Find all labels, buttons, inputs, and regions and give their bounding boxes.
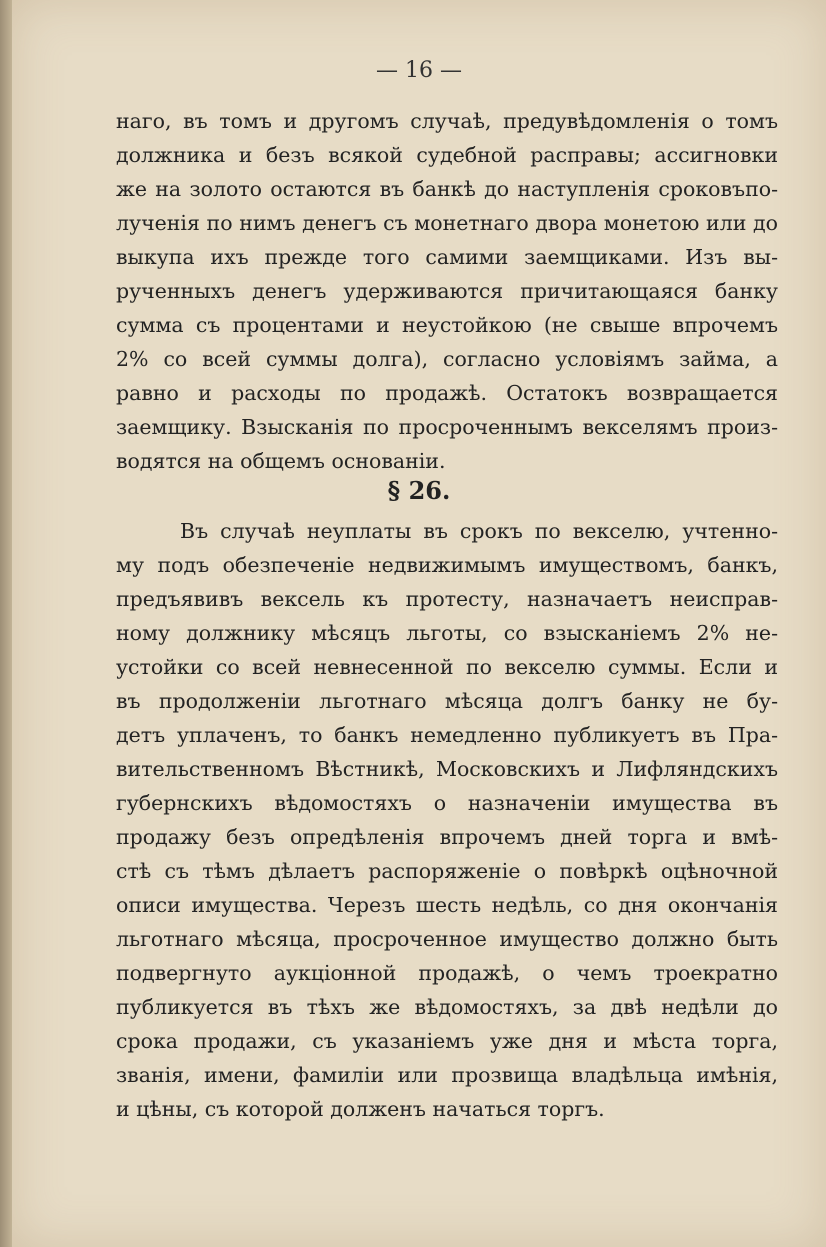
text-line: вительственномъ Вѣстникѣ, Московскихъ и Лифляндскихъ [116, 757, 778, 781]
text-line: ному должнику мѣсяцъ льготы, со взысканіемъ 2% не- [116, 621, 778, 645]
text-line: водятся на общемъ основаніи. [116, 449, 446, 473]
text-line: выкупа ихъ прежде того самими заемщиками. Изъ вы- [116, 245, 778, 269]
text-line: Въ случаѣ неуплаты въ срокъ по векселю, учтенно- [180, 519, 778, 543]
text-line: описи имущества. Черезъ шесть недѣль, со дня окончанія [116, 893, 778, 917]
text-line: детъ уплаченъ, то банкъ немедленно публикуетъ въ Пра- [116, 723, 778, 747]
book-page [12, 0, 826, 1247]
text-line: лученія по нимъ денегъ съ монетнаго двора монетою или до [116, 211, 778, 235]
text-line: и цѣны, съ которой долженъ начаться торгъ. [116, 1097, 605, 1121]
text-line: заемщику. Взысканія по просроченнымъ векселямъ произ- [116, 415, 778, 439]
text-line: наго, въ томъ и другомъ случаѣ, предувѣдомленія о томъ [116, 109, 778, 133]
text-line: же на золото остаются въ банкѣ до наступленія сроковъпо- [116, 177, 778, 201]
text-line: стѣ съ тѣмъ дѣлаетъ распоряженіе о повѣркѣ оцѣночной [116, 859, 778, 883]
paragraph-1 [116, 104, 778, 478]
paragraph-2 [116, 514, 778, 1126]
text-line: губернскихъ вѣдомостяхъ о назначеніи имущества въ [116, 791, 778, 815]
text-line: званія, имени, фамиліи или прозвища владѣльца имѣнія, [116, 1063, 778, 1087]
text-line: равно и расходы по продажѣ. Остатокъ возвращается [116, 381, 778, 405]
text-line: льготнаго мѣсяца, просроченное имущество должно быть [116, 927, 778, 951]
text-line: продажу безъ опредѣленія впрочемъ дней торга и вмѣ- [116, 825, 778, 849]
text-line: въ продолженіи льготнаго мѣсяца долгъ банку не бу- [116, 689, 778, 713]
text-line: предъявивъ вексель къ протесту, назначаетъ неисправ- [116, 587, 778, 611]
book-spine [0, 0, 12, 1247]
section-heading: § 26. [387, 476, 451, 505]
text-line: устойки со всей невнесенной по векселю суммы. Если и [116, 655, 778, 679]
text-line: публикуется въ тѣхъ же вѣдомостяхъ, за двѣ недѣли до [116, 995, 778, 1019]
text-line: сумма съ процентами и неустойкою (не свыше впрочемъ [116, 313, 778, 337]
text-line: рученныхъ денегъ удерживаются причитающаяся банку [116, 279, 778, 303]
page-number: — 16 — [376, 58, 462, 83]
text-line: подвергнуто аукціонной продажѣ, о чемъ троекратно [116, 961, 778, 985]
text-line: 2% со всей суммы долга), согласно условіямъ займа, а [116, 347, 778, 371]
text-line: му подъ обезпеченіе недвижимымъ имуществомъ, банкъ, [116, 553, 778, 577]
text-line: срока продажи, съ указаніемъ уже дня и мѣста торга, [116, 1029, 778, 1053]
text-line: должника и безъ всякой судебной расправы; ассигновки [116, 143, 778, 167]
